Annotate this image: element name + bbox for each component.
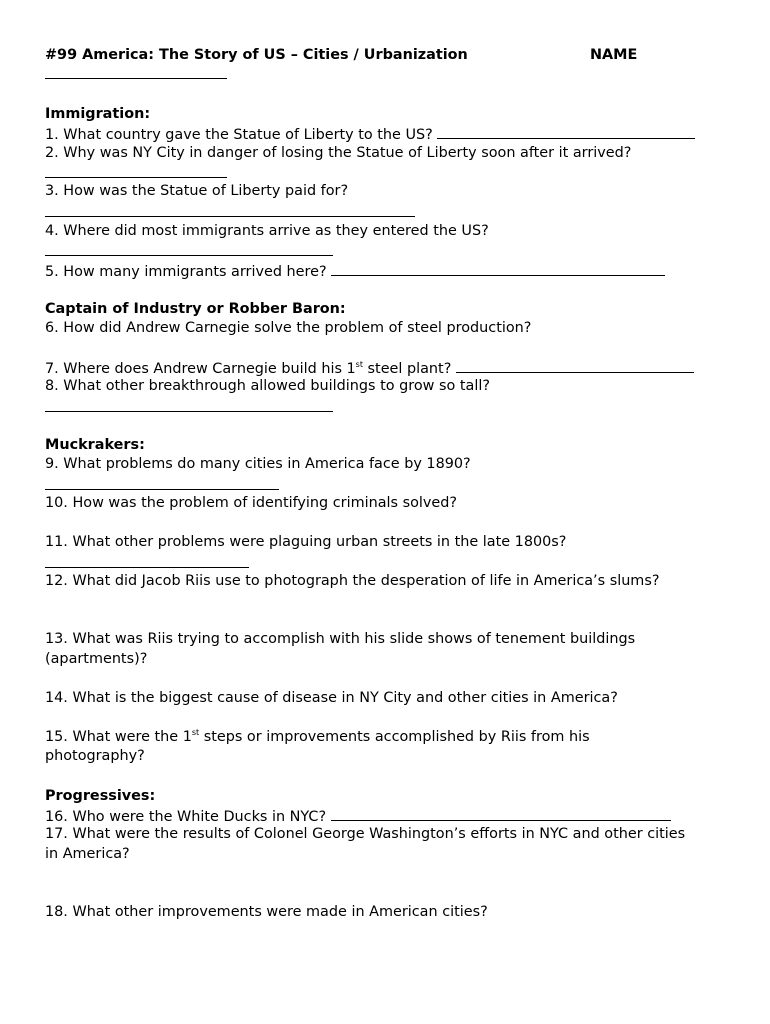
question-4: 4. Where did most immigrants arrive as they entered the US? bbox=[45, 223, 489, 239]
question-12: 12. What did Jacob Riis use to photograph the desperation of life in America’s slums? bbox=[45, 573, 660, 589]
answer-line-1[interactable] bbox=[437, 124, 695, 139]
question-1: 1. What country gave the Statue of Liberty to the US? bbox=[45, 124, 695, 145]
answer-line-4[interactable] bbox=[45, 241, 333, 262]
question-7: 7. Where does Andrew Carnegie build his 1st steel plant? bbox=[45, 358, 694, 379]
answer-line-2[interactable] bbox=[45, 163, 227, 184]
name-label: NAME bbox=[590, 47, 638, 63]
question-17: 17. What were the results of Colonel George Washington’s efforts in NYC and other cities bbox=[45, 826, 686, 842]
question-18: 18. What other improvements were made in American cities? bbox=[45, 904, 488, 920]
title-text: #99 America: The Story of US – Cities / Urbanization bbox=[45, 47, 468, 63]
answer-line-9[interactable] bbox=[45, 475, 279, 496]
section-heading-captain: Captain of Industry or Robber Baron: bbox=[45, 301, 346, 317]
answer-line-7[interactable] bbox=[456, 358, 694, 373]
question-15-continued: photography? bbox=[45, 748, 145, 764]
question-3: 3. How was the Statue of Liberty paid for? bbox=[45, 183, 349, 199]
question-6: 6. How did Andrew Carnegie solve the problem of steel production? bbox=[45, 320, 532, 336]
question-2: 2. Why was NY City in danger of losing the Statue of Liberty soon after it arrived? bbox=[45, 145, 632, 161]
question-8: 8. What other breakthrough allowed buildings to grow so tall? bbox=[45, 378, 490, 394]
question-17-continued: in America? bbox=[45, 846, 130, 862]
section-heading-immigration: Immigration: bbox=[45, 106, 151, 122]
question-11: 11. What other problems were plaguing urban streets in the late 1800s? bbox=[45, 534, 567, 550]
answer-line-3[interactable] bbox=[45, 202, 415, 223]
question-10: 10. How was the problem of identifying criminals solved? bbox=[45, 495, 458, 511]
answer-line-16[interactable] bbox=[331, 806, 671, 821]
answer-line-11[interactable] bbox=[45, 553, 249, 574]
question-16: 16. Who were the White Ducks in NYC? bbox=[45, 806, 671, 827]
question-13-continued: (apartments)? bbox=[45, 651, 148, 667]
section-heading-muckrakers: Muckrakers: bbox=[45, 437, 145, 453]
name-answer-line[interactable] bbox=[45, 64, 227, 85]
question-15: 15. What were the 1st steps or improvements accomplished by Riis from his bbox=[45, 728, 590, 745]
answer-line-5[interactable] bbox=[331, 261, 665, 276]
question-14: 14. What is the biggest cause of disease in NY City and other cities in America? bbox=[45, 690, 618, 706]
question-13: 13. What was Riis trying to accomplish with his slide shows of tenement buildings bbox=[45, 631, 636, 647]
question-5: 5. How many immigrants arrived here? bbox=[45, 261, 665, 282]
answer-line-8[interactable] bbox=[45, 397, 333, 418]
question-9: 9. What problems do many cities in America face by 1890? bbox=[45, 456, 471, 472]
worksheet-title bbox=[45, 46, 468, 65]
section-heading-progressives: Progressives: bbox=[45, 788, 156, 804]
